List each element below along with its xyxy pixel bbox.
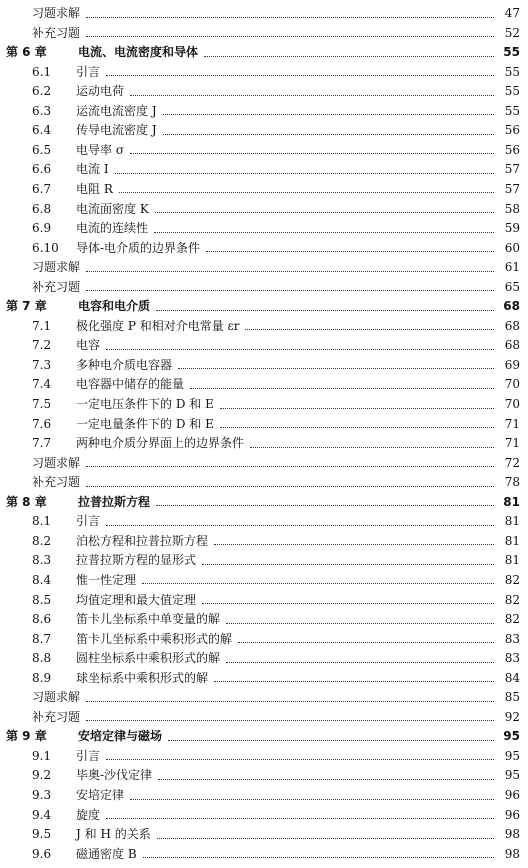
toc-entry-page: 61 [504,260,520,275]
dot-leader [163,134,494,135]
toc-entry-page: 55 [503,45,520,60]
toc-entry-title: 拉普拉斯方程 [78,494,151,509]
toc-entry-title: 电流的连续性 [76,221,149,236]
toc-entry-number: 7.2 [32,338,52,353]
dot-leader [156,505,494,506]
toc-entry-number: 8.9 [32,670,52,685]
toc-entry-page: 68 [503,299,520,314]
dot-leader [119,192,494,193]
toc-entry-page: 96 [504,788,520,802]
dot-leader [163,114,494,115]
toc-entry-title: 引言 [76,748,101,763]
dot-leader [106,818,494,819]
toc-entry-title: 电导率 σ [76,142,125,157]
toc-entry-title: 习题求解 [32,6,81,20]
toc-entry-title: 笛卡儿坐标系中乘积形式的解 [76,631,233,646]
toc-entry-number: 7.3 [32,357,52,372]
dot-leader [157,838,494,839]
dot-leader [202,564,494,565]
toc-entry-number: 6.3 [32,103,52,118]
dot-leader [106,759,494,760]
dot-leader [86,271,494,272]
toc-entry-number: 8.3 [32,553,52,568]
toc-entry-title: 电阻 R [76,181,113,196]
toc-entry-number: 9.6 [32,846,52,861]
toc-entry-page: 85 [504,690,520,705]
dot-leader [155,212,494,213]
toc-entry-title: 毕奥-沙伐定律 [76,768,153,783]
toc-entry-title: 两种电介质分界面上的边界条件 [76,436,245,451]
toc-entry-page: 95 [504,748,520,763]
toc-entry-title: 均值定理和最大值定理 [76,592,197,607]
toc-entry-title: 一定电量条件下的 D 和 E [76,416,214,431]
toc-entry-page: 98 [504,846,520,861]
toc-entry-page: 57 [504,162,520,177]
toc-entry-title: 补充习题 [32,475,81,490]
toc-entry-number: 8.7 [32,631,52,646]
toc-entry-number: 7.1 [32,318,52,333]
dot-leader [106,525,494,526]
dot-leader [206,251,494,252]
dot-leader [86,701,494,702]
toc-entry-title: 安培定律与磁场 [78,729,163,744]
toc-entry-page: 83 [504,651,520,666]
dot-leader [204,56,494,57]
toc-entry-number: 6.4 [32,123,52,138]
toc-entry-page: 72 [504,455,520,470]
toc-entry-page: 68 [504,338,520,353]
toc-entry-title: 笛卡儿坐标系中单变量的解 [76,612,221,627]
dot-leader [202,603,494,604]
dot-leader [178,368,494,369]
dot-leader [86,17,494,18]
toc-entry-number: 6.8 [32,201,52,216]
toc-entry-page: 47 [504,6,520,20]
dot-leader [214,681,494,682]
toc-entry-title: 电容器中储存的能量 [76,377,185,392]
toc-entry-number: 第 6 章 [6,45,47,60]
toc-entry-title: 电流 I [76,162,109,177]
toc-entry-title: 圆柱坐标系中乘积形式的解 [76,651,221,666]
toc-entry-page: 59 [504,221,520,236]
toc-entry-title: 安培定律 [76,788,125,802]
toc-entry-number: 6.2 [32,84,52,99]
dot-leader [86,486,494,487]
toc-entry-page: 52 [504,25,520,40]
toc-entry-title: 多种电介质电容器 [76,357,173,372]
toc-entry-title: 运流电流密度 J [76,103,157,118]
toc-entry-number: 第 9 章 [6,729,47,744]
toc-entry-number: 6.5 [32,142,52,157]
toc-entry-page: 81 [504,553,520,568]
toc-entry-title: 传导电流密度 J [76,123,157,138]
toc-entry-page: 81 [504,533,520,548]
toc-entry-number: 8.6 [32,612,52,627]
toc-entry-page: 71 [504,436,520,451]
toc-entry-title: 球坐标系中乘积形式的解 [76,670,209,685]
dot-leader [220,427,494,428]
dot-leader [245,329,494,330]
toc-entry-page: 69 [504,357,520,372]
toc-entry-title: 极化强度 P 和相对介电常量 εr [76,318,240,333]
toc-entry-title: 惟一性定理 [76,572,137,587]
toc-entry-page: 68 [504,318,520,333]
dot-leader [86,720,494,721]
toc-entry-page: 95 [503,729,520,744]
toc-entry-title: 补充习题 [32,25,81,40]
dot-leader [115,173,494,174]
toc-entry-title: 习题求解 [32,690,81,705]
dot-leader [156,310,494,311]
dot-leader [130,153,494,154]
toc-entry-number: 8.1 [32,514,52,529]
toc-entry-page: 81 [504,514,520,529]
dot-leader [86,36,494,37]
toc-section-entry[interactable] [0,843,528,865]
toc-entry-page: 65 [504,279,520,294]
toc-entry-page: 78 [504,475,520,490]
toc-entry-page: 98 [504,827,520,842]
toc-entry-page: 95 [504,768,520,783]
toc-entry-number: 6.10 [32,240,59,255]
dot-leader [106,349,494,350]
toc-entry-page: 56 [504,142,520,157]
toc-entry-title: 习题求解 [32,260,81,275]
dot-leader [190,388,494,389]
toc-entry-page: 71 [504,416,520,431]
toc-entry-title: 拉普拉斯方程的显形式 [76,553,197,568]
dot-leader [143,857,494,858]
toc-entry-number: 9.5 [32,827,52,842]
dot-leader [130,95,494,96]
toc-entry-number: 9.2 [32,768,52,783]
toc-entry-number: 9.3 [32,788,52,802]
toc-entry-title: 导体-电介质的边界条件 [76,240,201,255]
toc-entry-number: 8.8 [32,651,52,666]
toc-entry-page: 60 [504,240,520,255]
dot-leader [130,799,494,800]
toc-entry-number: 第 7 章 [6,299,47,314]
toc-entry-number: 8.4 [32,572,52,587]
toc-entry-page: 55 [504,64,520,79]
toc-entry-title: 补充习题 [32,709,81,724]
toc-entry-number: 9.4 [32,807,52,822]
toc-entry-page: 83 [504,631,520,646]
toc-entry-number: 7.4 [32,377,52,392]
dot-leader [226,623,494,624]
dot-leader [226,662,494,663]
toc-entry-title: 泊松方程和拉普拉斯方程 [76,533,209,548]
toc-entry-number: 6.9 [32,221,52,236]
dot-leader [250,447,494,448]
toc-entry-number: 7.7 [32,436,52,451]
toc-entry-title: 电流面密度 K [76,201,149,216]
toc-entry-number: 8.2 [32,533,52,548]
dot-leader [158,779,494,780]
toc-entry-page: 70 [504,377,520,392]
toc-entry-title: 习题求解 [32,455,81,470]
toc-entry-title: 磁通密度 B [76,846,137,861]
toc-entry-page: 57 [504,181,520,196]
dot-leader [220,408,494,409]
toc-entry-page: 58 [504,201,520,216]
toc-entry-number: 第 8 章 [6,494,47,509]
toc-entry-page: 55 [504,84,520,99]
toc-entry-title: 旋度 [76,807,101,822]
toc-entry-title: 电流、电流密度和导体 [78,45,199,60]
toc-entry-page: 82 [504,572,520,587]
toc-entry-number: 6.7 [32,181,52,196]
toc-entry-number: 8.5 [32,592,52,607]
toc-entry-title: J 和 H 的关系 [76,827,151,842]
toc-entry-title: 一定电压条件下的 D 和 E [76,397,214,411]
dot-leader [238,642,494,643]
toc-entry-title: 引言 [76,64,101,79]
toc-entry-title: 电容 [76,338,101,353]
toc-entry-number: 7.6 [32,416,52,431]
dot-leader [168,740,494,741]
toc-entry-page: 82 [504,592,520,607]
toc-entry-page: 96 [504,807,520,822]
toc-entry-number: 6.1 [32,64,52,79]
toc-entry-number: 9.1 [32,748,52,763]
toc-entry-page: 82 [504,612,520,627]
toc-entry-page: 70 [504,397,520,411]
dot-leader [154,232,494,233]
toc-entry-title: 补充习题 [32,279,81,294]
toc-entry-title: 电容和电介质 [78,299,151,314]
toc-entry-page: 56 [504,123,520,138]
toc-entry-page: 55 [504,103,520,118]
toc-entry-number: 7.5 [32,397,52,411]
dot-leader [214,544,494,545]
dot-leader [142,583,494,584]
dot-leader [86,466,494,467]
toc-entry-title: 引言 [76,514,101,529]
toc-entry-number: 6.6 [32,162,52,177]
dot-leader [86,290,494,291]
dot-leader [106,75,494,76]
toc-entry-page: 81 [503,494,520,509]
toc-entry-title: 运动电荷 [76,84,125,99]
toc-entry-page: 92 [504,709,520,724]
toc-entry-page: 84 [504,670,520,685]
